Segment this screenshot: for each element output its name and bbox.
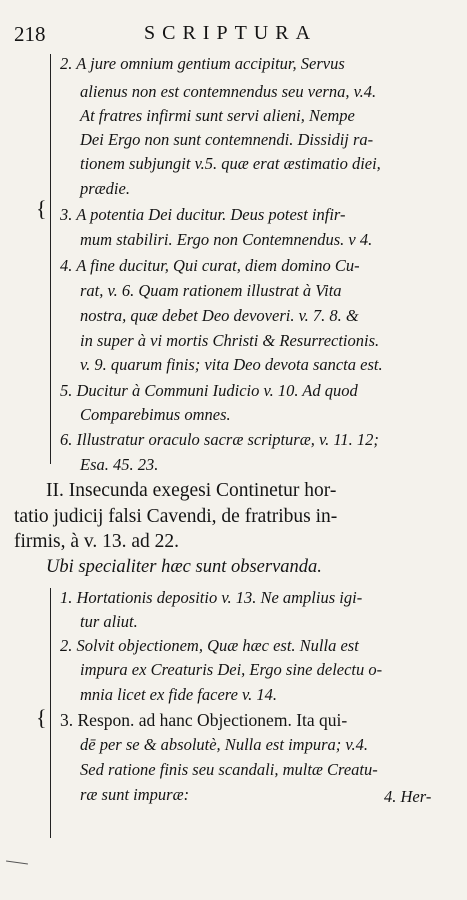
brace-point: { — [36, 196, 47, 221]
text-line: 3. A potentia Dei ducitur. Deus potest infir- — [60, 205, 346, 224]
text-line: ræ sunt impuræ: — [80, 785, 190, 804]
text-line: nostra, quæ debet Deo devoveri. v. 7. 8. & — [80, 306, 359, 325]
text-line: 2. A jure omnium gentium accipitur, Servus — [60, 54, 345, 73]
section-heading-line: II. Insecunda exegesi Continetur hor- — [46, 480, 337, 501]
text-line: 3. Respon. ad hanc Objectionem. Ita qui- — [60, 710, 348, 730]
text-line: tionem subjungit v.5. quæ erat æstimatio diei, — [80, 154, 381, 173]
page-header — [14, 22, 455, 48]
text-line: in super à vi mortis Christi & Resurrectionis. — [80, 331, 380, 350]
text-line: Sed ratione finis seu scandali, multæ Creatu- — [80, 760, 378, 779]
catchword: 4. Her- — [384, 787, 432, 806]
brace-point: { — [36, 705, 47, 730]
text-line: 4. A fine ducitur, Qui curat, diem domino Cu- — [60, 256, 360, 275]
subheading: Ubi specialiter hæc sunt observanda. — [46, 557, 322, 577]
text-line: dē per se & absolutè, Nulla est impura; v.4. — [80, 735, 368, 754]
text-line: Dei Ergo non sunt contemnendi. Dissidij ra- — [80, 130, 374, 149]
text-line: 5. Ducitur à Communi Iudicio v. 10. Ad quod — [60, 381, 358, 400]
text-line: mum stabiliri. Ergo non Contemnendus. v 4. — [80, 230, 373, 249]
text-line: mnia licet ex fide facere v. 14. — [80, 685, 278, 704]
left-brace — [50, 54, 51, 464]
text-line: 6. Illustratur oraculo sacræ scripturæ, v. 11. 12; — [60, 430, 379, 449]
text-line: Comparebimus omnes. — [80, 405, 231, 424]
text-line: Esa. 45. 23. — [80, 455, 159, 474]
text-line: rat, v. 6. Quam rationem illustrat à Vita — [80, 281, 342, 300]
text-line: 1. Hortationis depositio v. 13. Ne amplius igi- — [60, 588, 363, 607]
text-line: alienus non est contemnendus seu verna, v.4. — [80, 82, 377, 101]
text-line: impura ex Creaturis Dei, Ergo sine delectu o- — [80, 660, 383, 679]
text-line: At fratres infirmi sunt servi alieni, Nempe — [80, 106, 355, 125]
text-line: v. 9. quarum finis; vita Deo devota sancta est. — [80, 355, 383, 374]
running-title: SCRIPTURA — [144, 22, 318, 44]
left-brace — [50, 588, 51, 838]
margin-mark — [6, 860, 28, 864]
text-line: tur aliut. — [80, 612, 138, 631]
text-line: 2. Solvit objectionem, Quæ hæc est. Nulla est — [60, 636, 359, 655]
section-heading-line: tatio judicij falsi Cavendi, de fratribus in- — [14, 506, 338, 527]
text-line: prædie. — [80, 179, 130, 198]
page-number: 218 — [14, 22, 46, 46]
section-heading-line: firmis, à v. 13. ad 22. — [14, 531, 179, 552]
